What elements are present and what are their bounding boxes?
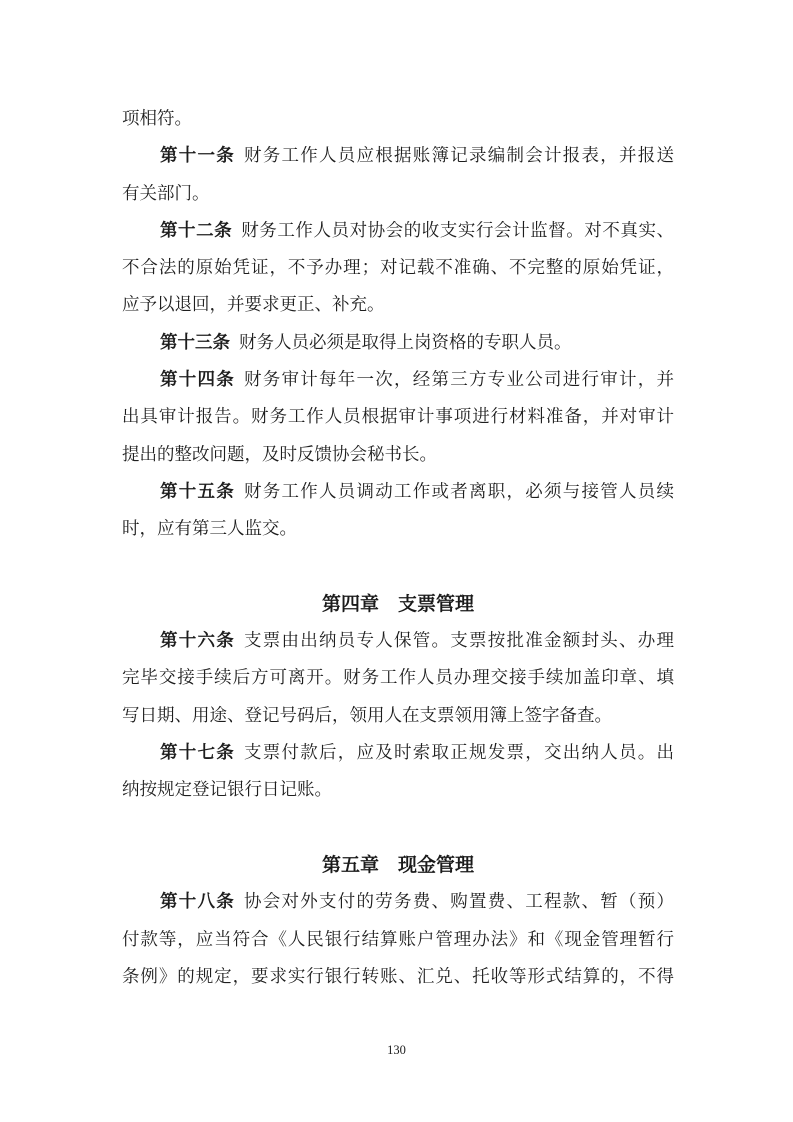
article-line: 不合法的原始凭证，不予办理；对记载不准确、不完整的原始凭证， (122, 258, 674, 279)
article-18 (122, 884, 674, 996)
article-line: 完毕交接手续后方可离开。财务工作人员办理交接手续加盖印章、填 (122, 668, 674, 689)
article-13 (122, 325, 674, 362)
article-line: 付款等，应当符合《人民银行结算账户管理办法》和《现金管理暂行 (122, 929, 674, 950)
article-line (122, 474, 674, 511)
article-line (122, 735, 674, 772)
article-text: 财务工作人员应根据账簿记录编制会计报表，并报送 (244, 146, 674, 167)
article-text: 支票由出纳员专人保管。支票按批准金额封头、办理 (244, 631, 674, 652)
article-label: 第十二条 (160, 220, 233, 241)
article-label: 第十四条 (160, 370, 235, 391)
article-text: 财务工作人员调动工作或者离职，必须与接管人员续 (244, 481, 674, 502)
article-label: 第十七条 (160, 743, 235, 764)
article-line: 提出的整改问题，及时反馈协会秘书长。 (122, 444, 437, 465)
page-body (122, 101, 674, 996)
article-label: 第十五条 (160, 481, 235, 502)
article-label: 第十一条 (160, 146, 235, 167)
article-line (122, 362, 674, 399)
article-label: 第十八条 (160, 892, 235, 913)
article-line (122, 138, 674, 175)
article-line: 出具审计报告。财务工作人员根据审计事项进行材料准备，并对审计 (122, 407, 674, 428)
article-label: 第十三条 (160, 332, 230, 353)
article-16 (122, 623, 674, 735)
article-text: 财务工作人员对协会的收支实行会计监督。对不真实、 (241, 220, 675, 241)
chapter-title: 第四章 支票管理 (321, 592, 474, 615)
article-17 (122, 735, 674, 810)
article-text: 财务人员必须是取得上岗资格的专职人员。 (239, 332, 572, 353)
article-line (122, 623, 674, 660)
chapter-spacer (122, 549, 674, 586)
article-line (122, 213, 674, 250)
article-line: 应予以退回，并要求更正、补充。 (122, 295, 385, 316)
article-12 (122, 213, 674, 325)
article-line: 有关部门。 (122, 183, 210, 204)
article-15 (122, 474, 674, 549)
article-14 (122, 362, 674, 474)
article-line: 纳按规定登记银行日记账。 (122, 780, 332, 801)
article-line (122, 884, 674, 921)
article-line: 条例》的规定，要求实行银行转账、汇兑、托收等形式结算的，不得 (122, 966, 674, 987)
article-line: 时，应有第三人监交。 (122, 519, 297, 540)
article-text: 财务审计每年一次，经第三方专业公司进行审计，并 (244, 370, 674, 391)
article-line (122, 325, 674, 362)
article-11 (122, 138, 674, 213)
article-label: 第十六条 (160, 631, 235, 652)
article-text: 协会对外支付的劳务费、购置费、工程款、暂（预） (244, 892, 674, 913)
continuation-line: 项相符。 (122, 109, 192, 129)
article-text: 支票付款后，应及时索取正规发票，交出纳人员。出 (244, 743, 674, 764)
article-line: 写日期、用途、登记号码后，领用人在支票领用簿上签字备查。 (122, 705, 612, 726)
chapter-title: 第五章 现金管理 (321, 853, 474, 876)
chapter-spacer (122, 810, 674, 847)
page-number: 130 (387, 1043, 406, 1057)
